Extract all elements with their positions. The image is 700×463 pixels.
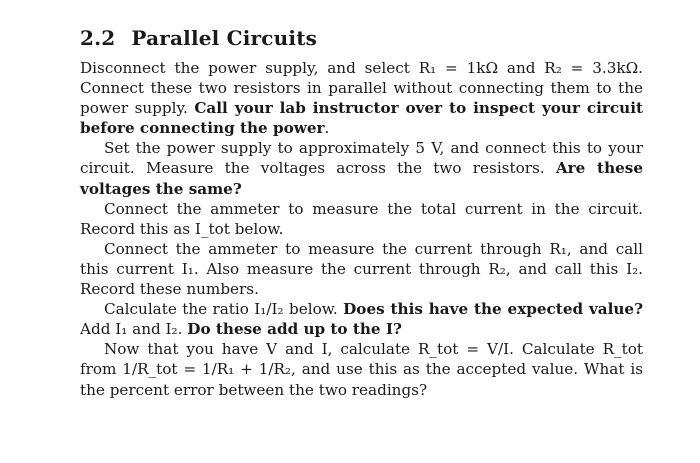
bold-text-run: Does this have the expected value?: [343, 300, 643, 319]
body-text: [80, 58, 643, 400]
bold-text-run: Call your lab instructor over to inspect your circuit before connecting the power: [80, 99, 643, 138]
text-run: Set the power supply to approximately 5 V, and connect this to your circuit. Measure the voltages across the two resistors.: [80, 139, 643, 178]
paragraph-total-current: [80, 199, 643, 239]
section-title: Parallel Circuits: [131, 26, 318, 50]
text-run: Connect the ammeter to measure the total current in the circuit. Record this as I_tot below.: [80, 199, 643, 238]
section-number: 2.2: [80, 26, 116, 50]
text-run: Add I₁ and I₂.: [80, 320, 188, 339]
text-run: .: [324, 119, 330, 138]
text-run: Disconnect the power supply, and select R₁ = 1kΩ and R₂ = 3.3kΩ. Connect these two resistors in parallel without connecting them to the power supply.: [80, 59, 643, 118]
paragraph-voltage: [80, 138, 643, 198]
paragraph-branch-currents: [80, 239, 643, 299]
text-run: Connect the ammeter to measure the current through R₁, and call this current I₁. Also measure the current through R₂, and call this I₂. Record these numbers.: [80, 239, 643, 299]
paragraph-setup: [80, 58, 643, 138]
bold-text-run: Do these add up to the I?: [187, 320, 402, 339]
section-heading: [80, 26, 317, 50]
paragraph-ratio: [80, 299, 643, 339]
bold-text-run: Are these voltages the same?: [80, 159, 643, 198]
text-run: Calculate the ratio I₁/I₂ below.: [104, 300, 344, 319]
text-run: Now that you have V and I, calculate R_tot = V/I. Calculate R_tot from 1/R_tot = 1/R₁ + 1/R₂, and use this as the accepted value. What is the percent error between the two readings?: [80, 340, 643, 399]
paragraph-resistance: [80, 339, 643, 399]
